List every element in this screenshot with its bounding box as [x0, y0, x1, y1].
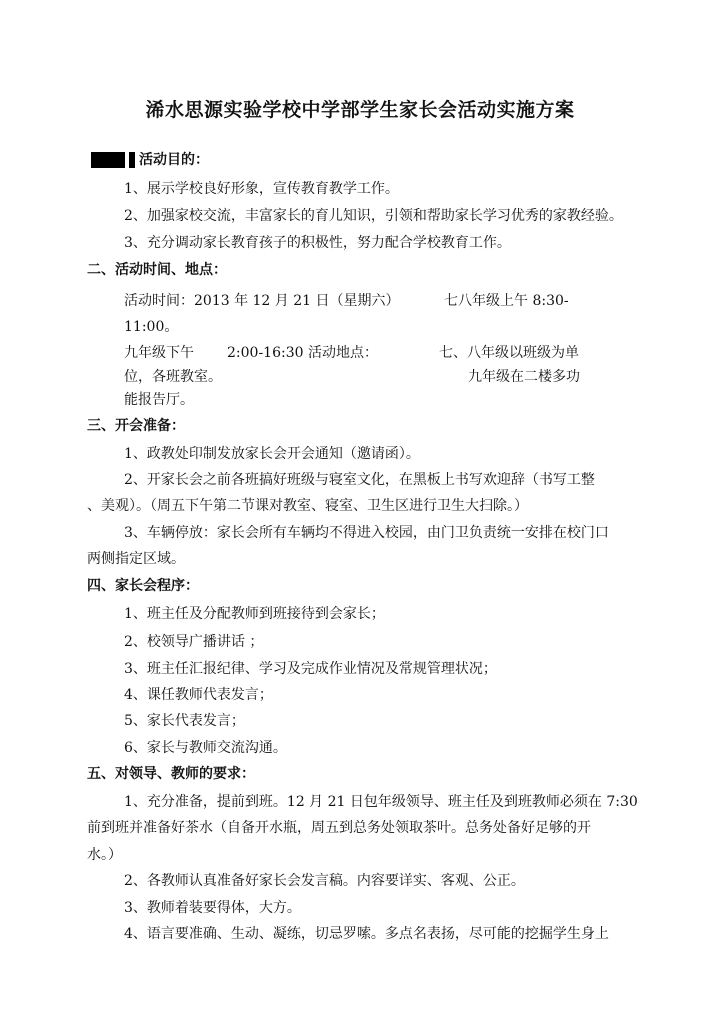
list-item: 2、加强家校交流，丰富家长的育儿知识，引领和帮助家长学习优秀的家教经验。	[124, 208, 623, 224]
list-item: 6、家长与教师交流沟通。	[124, 740, 287, 756]
list-item: 1、班主任及分配教师到班接待到会家长；	[124, 606, 385, 622]
text-line: 位，各班教室。	[124, 369, 222, 385]
list-item: 4、课任教师代表发言；	[124, 687, 273, 703]
text-line: 、美观）。（周五下午第二节课对教室、寝室、卫生区进行卫生大扫除。）	[87, 498, 528, 514]
text-line: 两侧指定区域。	[87, 551, 185, 567]
list-item: 1、政教处印制发放家长会开会通知（邀请函）。	[124, 446, 420, 462]
text-line: 七、八年级以班级为单	[439, 345, 579, 361]
document-title: 浠水思源实验学校中学部学生家长会活动实施方案	[145, 99, 575, 121]
list-item: 3、充分调动家长教育孩子的积极性，努力配合学校教育工作。	[124, 235, 511, 251]
list-item: 4、语言要准确、生动、凝练，切忌罗嗦。多点名表扬，尽可能的挖掘学生身上	[124, 926, 609, 942]
text-line: 前到班并准备好茶水（自备开水瓶，周五到总务处领取茶叶。总务处备好足够的开	[87, 820, 591, 836]
redaction-block	[91, 152, 125, 168]
text-line: 水。）	[87, 847, 122, 863]
text-line: 能报告厅。	[124, 392, 194, 408]
list-item: 3、教师着装要得体，大方。	[124, 900, 301, 916]
list-item: 2、各教师认真准备好家长会发言稿。内容要详实、客观、公正。	[124, 873, 525, 889]
section-heading: 四、家长会程序：	[87, 578, 199, 594]
list-item: 1、充分准备，提前到班。12 月 21 日包年级领导、班主任及到班教师必须在 7:30	[124, 794, 638, 810]
section-heading: 活动目的：	[139, 152, 209, 168]
text-line: 七八年级上午 8:30-	[444, 293, 569, 309]
text-line: 活动时间：2013 年 12 月 21 日（星期六）	[124, 293, 400, 309]
section-heading: 三、开会准备：	[87, 418, 185, 434]
list-item: 2、开家长会之前各班搞好班级与寝室文化，在黑板上书写欢迎辞（书写工整	[124, 472, 595, 488]
list-item: 2、校领导广播讲话 ；	[124, 634, 264, 650]
list-item: 5、家长代表发言；	[124, 713, 245, 729]
section-heading: 二、活动时间、地点：	[87, 262, 227, 278]
text-line: 九年级在二楼多功	[468, 369, 580, 385]
list-item: 1、展示学校良好形象，宣传教育教学工作。	[124, 181, 399, 197]
redaction-block	[129, 152, 135, 168]
text-line: 九年级下午	[124, 345, 194, 361]
list-item: 3、班主任汇报纪律、学习及完成作业情况及常规管理状况；	[124, 661, 497, 677]
text-line: 2:00-16:30 活动地点：	[227, 345, 378, 361]
section-heading: 五、对领导、教师的要求：	[87, 766, 255, 782]
list-item: 3、车辆停放：家长会所有车辆均不得进入校园，由门卫负责统一安排在校门口	[124, 525, 609, 541]
text-line: 11:00。	[124, 319, 179, 335]
